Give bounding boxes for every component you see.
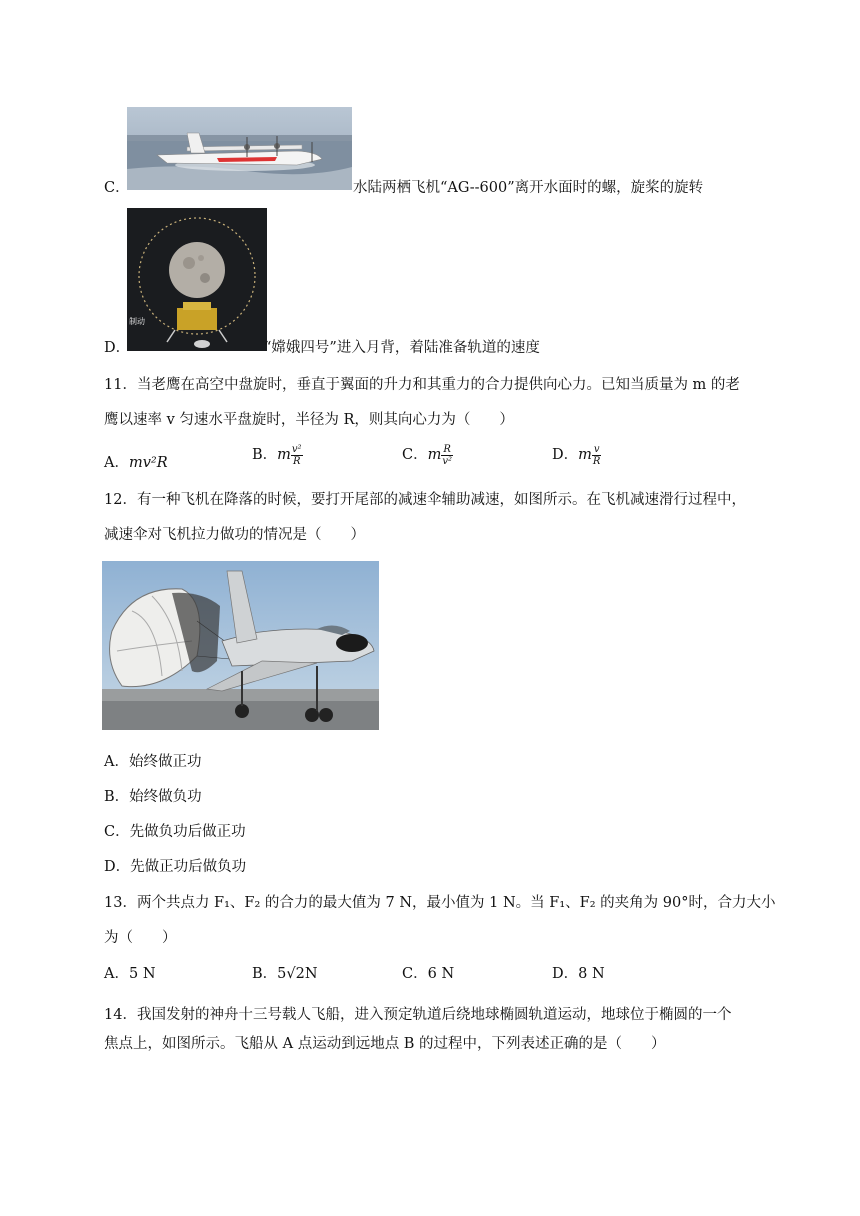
q12-option-b-letter: B．	[104, 789, 130, 805]
q13-option-b-text: 5√2N	[277, 966, 318, 982]
moon-photo-caption: 制动	[129, 317, 145, 326]
q11-option-b-num: v²	[291, 443, 302, 455]
q12-option-b-text: 始终做负功	[129, 789, 202, 805]
q10-option-d-letter: D．	[104, 340, 131, 356]
q12-option-d	[104, 855, 246, 876]
q12-option-a-letter: A．	[104, 754, 129, 770]
q11-option-c-num: R	[441, 444, 453, 456]
q11-option-b-letter: B．	[252, 447, 278, 463]
q12-option-c	[104, 820, 246, 841]
q11-option-a-expr: mv²R	[128, 455, 168, 471]
q11-stem-line2: 鹰以速率 v 匀速水平盘旋时，半径为 R，则其向心力为（ ）	[104, 412, 514, 428]
q11-stem-line1: 11．当老鹰在高空中盘旋时，垂直于翼面的升力和其重力的合力提供向心力。已知当质量为 m 的老	[104, 377, 740, 393]
q14-stem-line1: 14．我国发射的神舟十三号载人飞船，进入预定轨道后绕地球椭圆轨道运动，地球位于椭圆的一个	[104, 1007, 732, 1023]
q12-option-c-letter: C．	[104, 824, 130, 840]
q10-option-c-text: 水陆两栖飞机“AG--600”离开水面时的螺，旋桨的旋转	[353, 180, 704, 196]
q13-option-d-text: 8 N	[578, 966, 605, 982]
q11-option-d-den: R	[592, 455, 601, 467]
seaplane-photo	[127, 107, 352, 190]
q11-option-a-letter: A．	[104, 455, 129, 471]
q10-option-c-letter: C．	[104, 180, 130, 196]
q11-option-a	[104, 451, 168, 472]
q13-stem-line1: 13．两个共点力 F₁、F₂ 的合力的最大值为 7 N，最小值为 1 N。当 F₁、F₂ 的夹角为 90°时，合力大小	[104, 895, 776, 911]
q11-option-b	[252, 443, 303, 467]
q13-option-d	[552, 962, 605, 983]
q11-option-d-num: v	[593, 443, 600, 455]
q11-option-c	[402, 443, 453, 467]
q11-option-b-den: R	[292, 455, 301, 467]
q11-option-c-letter: C．	[402, 447, 428, 463]
q12-option-b	[104, 785, 202, 806]
q10-option-d-text: “嫦娥四号”进入月背，着陆准备轨道的速度	[264, 340, 540, 356]
q14-stem-line2: 焦点上，如图所示。飞船从 A 点运动到远地点 B 的过程中，下列表述正确的是（ ）	[104, 1036, 666, 1052]
fighter-jet-parachute-photo	[102, 561, 379, 730]
q12-option-a	[104, 750, 201, 771]
q13-option-a-letter: A．	[104, 966, 129, 982]
q12-option-d-letter: D．	[104, 859, 131, 875]
q13-stem-line2: 为（ ）	[104, 930, 177, 946]
q13-option-b-letter: B．	[252, 966, 278, 982]
q11-option-c-m: m	[427, 447, 442, 463]
q11-option-d-m: m	[578, 447, 592, 463]
q13-option-b	[252, 962, 318, 983]
q12-option-a-text: 始终做正功	[128, 754, 202, 770]
q13-option-c-text: 6 N	[427, 966, 455, 982]
moon-probe-photo	[127, 208, 267, 351]
q11-option-d	[552, 443, 601, 467]
q12-stem-line1: 12．有一种飞机在降落的时候，要打开尾部的减速伞辅助减速，如图所示。在飞机减速滑行过程中，	[104, 492, 746, 508]
q11-option-d-letter: D．	[552, 447, 579, 463]
q13-option-a-text: 5 N	[128, 966, 156, 982]
q12-stem-line2: 减速伞对飞机拉力做功的情况是（ ）	[104, 527, 365, 543]
q13-option-d-letter: D．	[552, 966, 579, 982]
q12-option-d-text: 先做正功后做负功	[130, 859, 247, 875]
q13-option-c	[402, 962, 454, 983]
q11-option-c-den: v²	[442, 455, 453, 467]
q11-option-b-m: m	[277, 447, 291, 463]
q12-option-c-text: 先做负功后做正功	[129, 824, 246, 840]
q13-option-a	[104, 962, 156, 983]
q13-option-c-letter: C．	[402, 966, 428, 982]
